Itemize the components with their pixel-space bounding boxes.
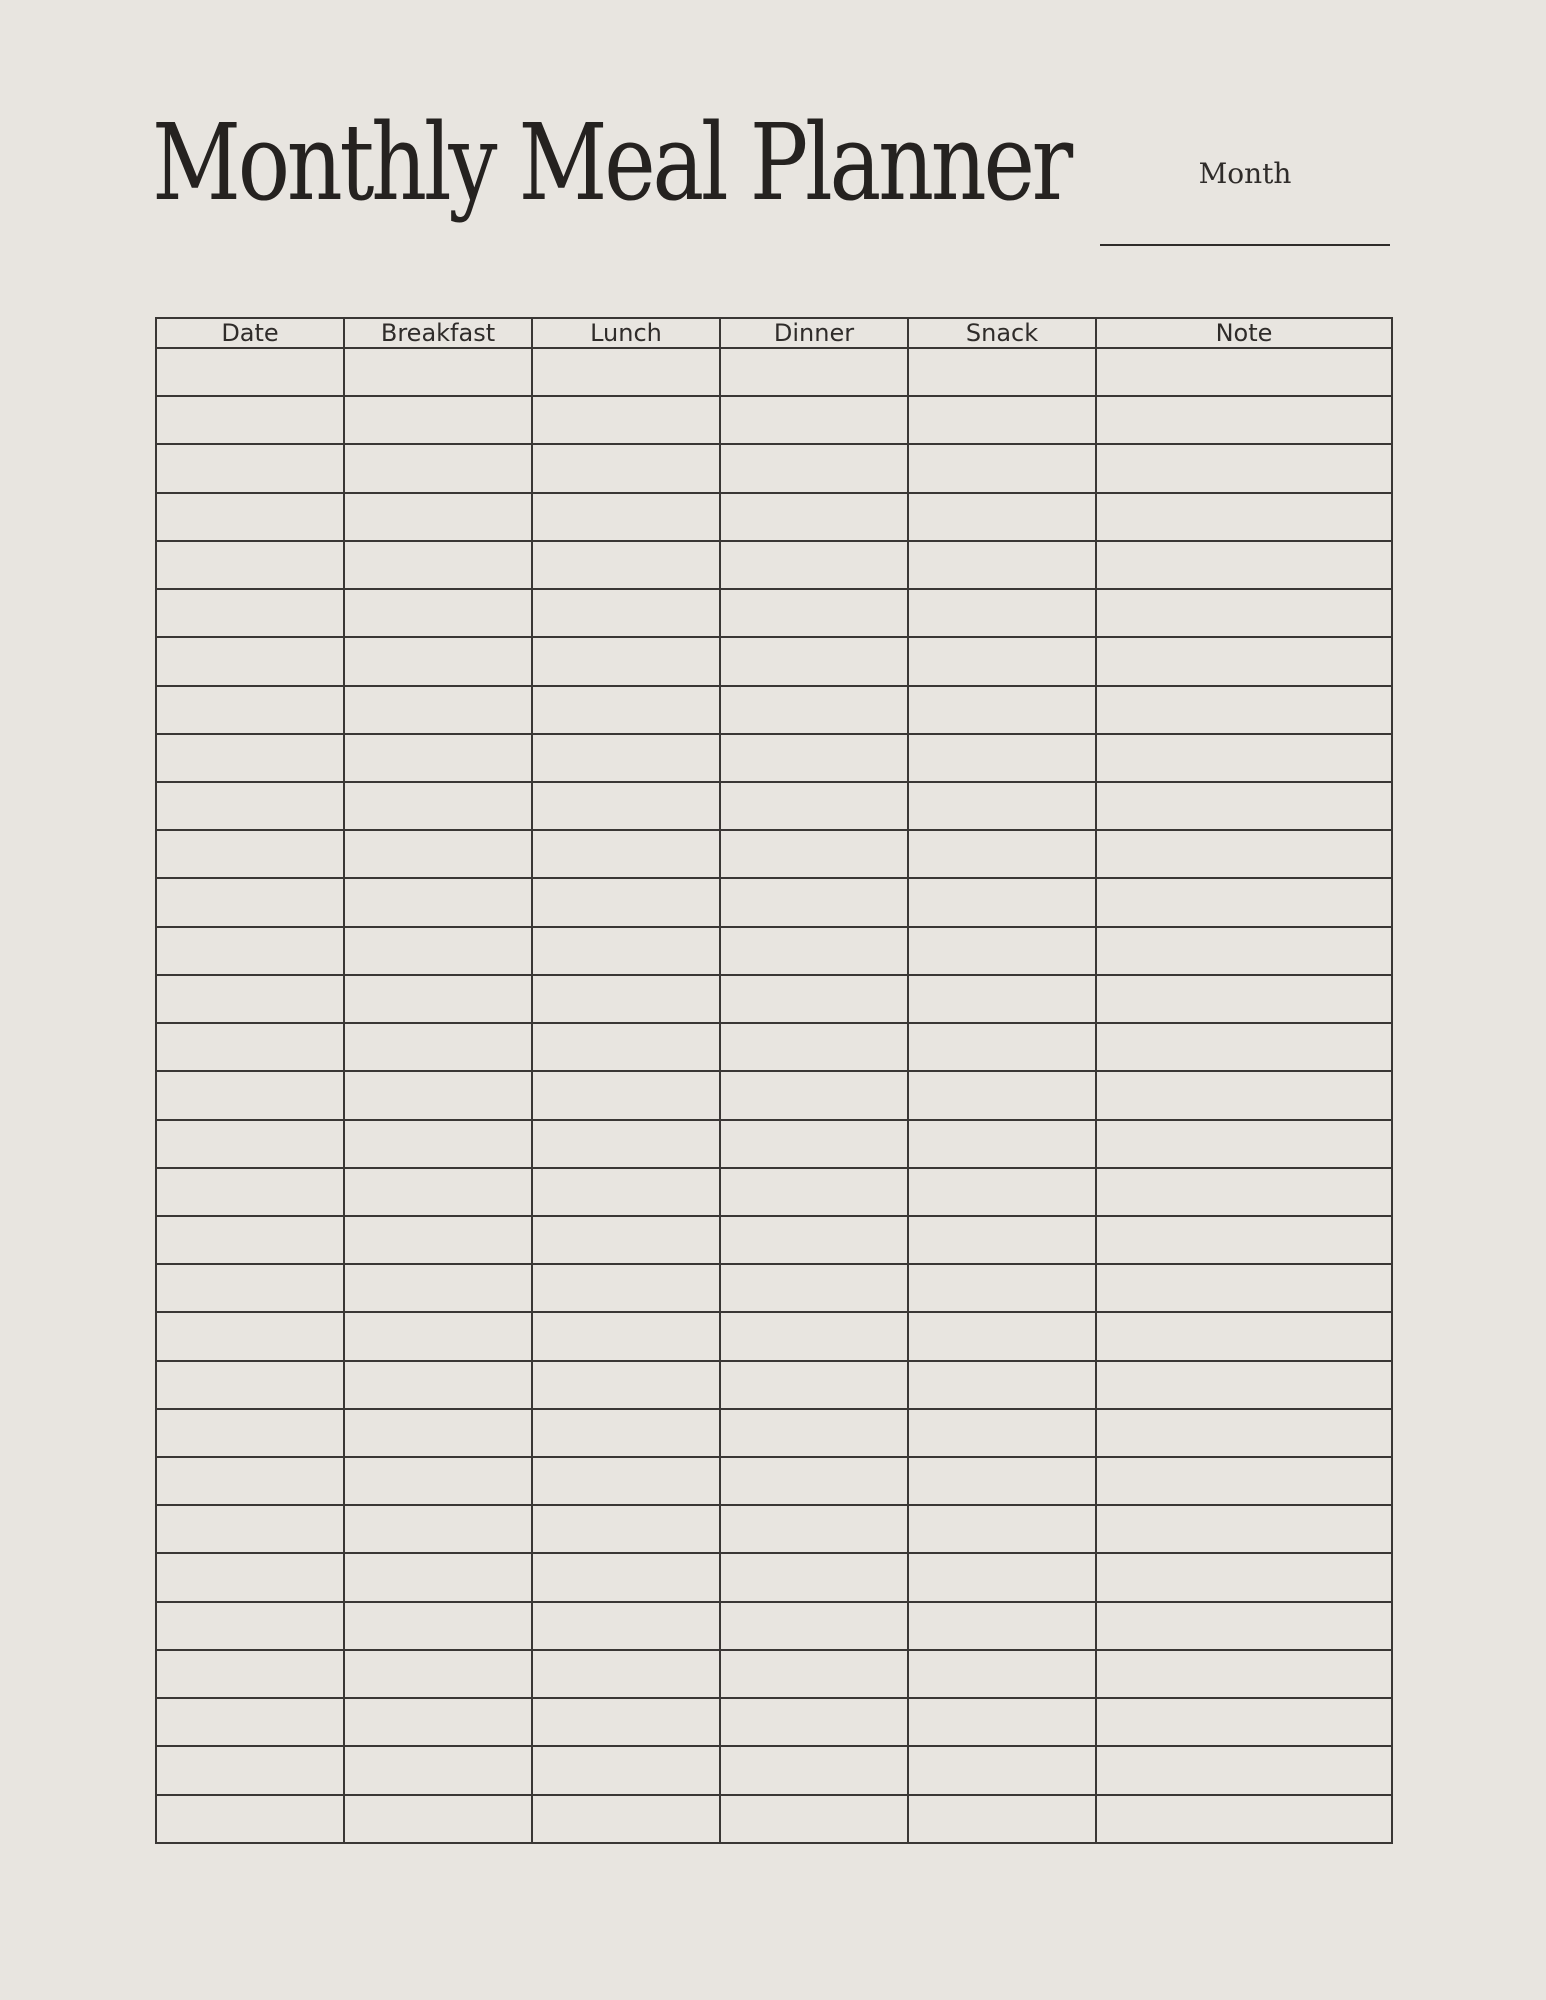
cell-date[interactable] [156,1795,344,1843]
cell-dinner[interactable] [720,1216,908,1264]
cell-note[interactable] [1096,734,1392,782]
cell-breakfast[interactable] [344,1553,532,1601]
cell-snack[interactable] [908,878,1096,926]
cell-dinner[interactable] [720,493,908,541]
column-header-lunch: Lunch [532,318,720,348]
cell-note[interactable] [1096,927,1392,975]
cell-date[interactable] [156,1071,344,1119]
table-row [156,1120,1392,1168]
cell-note[interactable] [1096,1602,1392,1650]
cell-breakfast[interactable] [344,830,532,878]
cell-note[interactable] [1096,1023,1392,1071]
cell-date[interactable] [156,1023,344,1071]
cell-dinner[interactable] [720,1698,908,1746]
cell-dinner[interactable] [720,1264,908,1312]
table-row [156,1505,1392,1553]
cell-note[interactable] [1096,1553,1392,1601]
cell-dinner[interactable] [720,348,908,396]
table-row [156,589,1392,637]
cell-date[interactable] [156,1553,344,1601]
cell-note[interactable] [1096,396,1392,444]
cell-dinner[interactable] [720,396,908,444]
cell-dinner[interactable] [720,1168,908,1216]
cell-lunch[interactable] [532,1505,720,1553]
month-label: Month [1198,157,1292,190]
cell-lunch[interactable] [532,927,720,975]
table-row [156,1650,1392,1698]
cell-lunch[interactable] [532,1071,720,1119]
table-row [156,1553,1392,1601]
cell-snack[interactable] [908,348,1096,396]
cell-note[interactable] [1096,1216,1392,1264]
cell-snack[interactable] [908,589,1096,637]
table-row [156,1457,1392,1505]
cell-snack[interactable] [908,1505,1096,1553]
cell-date[interactable] [156,1168,344,1216]
cell-date[interactable] [156,1120,344,1168]
cell-snack[interactable] [908,541,1096,589]
cell-breakfast[interactable] [344,782,532,830]
table-row [156,493,1392,541]
cell-lunch[interactable] [532,1698,720,1746]
cell-dinner[interactable] [720,830,908,878]
cell-dinner[interactable] [720,734,908,782]
cell-lunch[interactable] [532,686,720,734]
cell-note[interactable] [1096,1168,1392,1216]
cell-dinner[interactable] [720,1505,908,1553]
cell-dinner[interactable] [720,1409,908,1457]
table-row [156,1023,1392,1071]
cell-note[interactable] [1096,975,1392,1023]
table-row [156,348,1392,396]
cell-note[interactable] [1096,878,1392,926]
cell-snack[interactable] [908,444,1096,492]
table-row [156,1602,1392,1650]
cell-snack[interactable] [908,1698,1096,1746]
cell-snack[interactable] [908,1746,1096,1794]
cell-snack[interactable] [908,1457,1096,1505]
cell-date[interactable] [156,348,344,396]
cell-snack[interactable] [908,830,1096,878]
cell-snack[interactable] [908,396,1096,444]
header-row [156,318,1392,348]
table-row [156,637,1392,685]
cell-date[interactable] [156,782,344,830]
table-row [156,1361,1392,1409]
cell-date[interactable] [156,830,344,878]
cell-date[interactable] [156,444,344,492]
cell-dinner[interactable] [720,927,908,975]
cell-dinner[interactable] [720,589,908,637]
table-row [156,541,1392,589]
table-row [156,444,1392,492]
cell-date[interactable] [156,1746,344,1794]
cell-note[interactable] [1096,541,1392,589]
table-row [156,1264,1392,1312]
table-row [156,782,1392,830]
cell-breakfast[interactable] [344,493,532,541]
cell-snack[interactable] [908,1312,1096,1360]
cell-dinner[interactable] [720,1795,908,1843]
cell-snack[interactable] [908,1602,1096,1650]
cell-note[interactable] [1096,1312,1392,1360]
cell-dinner[interactable] [720,1312,908,1360]
cell-lunch[interactable] [532,1746,720,1794]
cell-lunch[interactable] [532,1168,720,1216]
cell-note[interactable] [1096,1746,1392,1794]
cell-breakfast[interactable] [344,1168,532,1216]
cell-lunch[interactable] [532,541,720,589]
table-row [156,1168,1392,1216]
column-header-dinner: Dinner [720,318,908,348]
cell-date[interactable] [156,1457,344,1505]
cell-snack[interactable] [908,1216,1096,1264]
table-row [156,927,1392,975]
cell-snack[interactable] [908,686,1096,734]
cell-lunch[interactable] [532,589,720,637]
cell-snack[interactable] [908,1361,1096,1409]
cell-breakfast[interactable] [344,396,532,444]
cell-date[interactable] [156,396,344,444]
table-row [156,975,1392,1023]
cell-date[interactable] [156,878,344,926]
cell-snack[interactable] [908,975,1096,1023]
cell-breakfast[interactable] [344,1602,532,1650]
cell-lunch[interactable] [532,1264,720,1312]
cell-breakfast[interactable] [344,734,532,782]
cell-breakfast[interactable] [344,1795,532,1843]
cell-date[interactable] [156,927,344,975]
cell-dinner[interactable] [720,1361,908,1409]
cell-lunch[interactable] [532,1120,720,1168]
cell-lunch[interactable] [532,782,720,830]
cell-lunch[interactable] [532,637,720,685]
cell-lunch[interactable] [532,1023,720,1071]
cell-snack[interactable] [908,1795,1096,1843]
cell-dinner[interactable] [720,1071,908,1119]
cell-note[interactable] [1096,348,1392,396]
cell-snack[interactable] [908,493,1096,541]
table-row [156,1071,1392,1119]
cell-lunch[interactable] [532,1795,720,1843]
cell-breakfast[interactable] [344,1071,532,1119]
table-row [156,1698,1392,1746]
cell-snack[interactable] [908,1168,1096,1216]
cell-note[interactable] [1096,1505,1392,1553]
table-row [156,396,1392,444]
cell-lunch[interactable] [532,1409,720,1457]
cell-date[interactable] [156,589,344,637]
cell-note[interactable] [1096,637,1392,685]
cell-date[interactable] [156,1650,344,1698]
cell-dinner[interactable] [720,637,908,685]
table-row [156,1795,1392,1843]
cell-breakfast[interactable] [344,1312,532,1360]
cell-note[interactable] [1096,1409,1392,1457]
cell-lunch[interactable] [532,1602,720,1650]
cell-note[interactable] [1096,1264,1392,1312]
cell-dinner[interactable] [720,541,908,589]
cell-breakfast[interactable] [344,444,532,492]
cell-snack[interactable] [908,1120,1096,1168]
cell-snack[interactable] [908,1264,1096,1312]
cell-lunch[interactable] [532,348,720,396]
cell-date[interactable] [156,1602,344,1650]
cell-dinner[interactable] [720,686,908,734]
cell-breakfast[interactable] [344,1457,532,1505]
cell-dinner[interactable] [720,1553,908,1601]
cell-note[interactable] [1096,1698,1392,1746]
cell-lunch[interactable] [532,1553,720,1601]
cell-date[interactable] [156,686,344,734]
cell-snack[interactable] [908,927,1096,975]
cell-dinner[interactable] [720,1650,908,1698]
cell-dinner[interactable] [720,444,908,492]
cell-snack[interactable] [908,734,1096,782]
cell-dinner[interactable] [720,1457,908,1505]
cell-note[interactable] [1096,1795,1392,1843]
cell-breakfast[interactable] [344,686,532,734]
cell-lunch[interactable] [532,1361,720,1409]
cell-breakfast[interactable] [344,975,532,1023]
cell-note[interactable] [1096,686,1392,734]
cell-breakfast[interactable] [344,1120,532,1168]
cell-note[interactable] [1096,1361,1392,1409]
cell-date[interactable] [156,1505,344,1553]
cell-breakfast[interactable] [344,1216,532,1264]
cell-snack[interactable] [908,1409,1096,1457]
table-row [156,1746,1392,1794]
cell-breakfast[interactable] [344,1023,532,1071]
column-header-date: Date [156,318,344,348]
month-input-line[interactable] [1100,244,1390,246]
cell-breakfast[interactable] [344,1361,532,1409]
cell-dinner[interactable] [720,975,908,1023]
cell-dinner[interactable] [720,1120,908,1168]
cell-note[interactable] [1096,444,1392,492]
cell-lunch[interactable] [532,830,720,878]
cell-lunch[interactable] [532,878,720,926]
cell-note[interactable] [1096,1457,1392,1505]
column-header-breakfast: Breakfast [344,318,532,348]
cell-note[interactable] [1096,493,1392,541]
cell-lunch[interactable] [532,444,720,492]
cell-snack[interactable] [908,1650,1096,1698]
cell-date[interactable] [156,1264,344,1312]
cell-breakfast[interactable] [344,878,532,926]
cell-breakfast[interactable] [344,1264,532,1312]
table-row [156,878,1392,926]
meal-planner-table [155,317,1393,1844]
cell-breakfast[interactable] [344,927,532,975]
cell-snack[interactable] [908,1023,1096,1071]
cell-lunch[interactable] [532,493,720,541]
cell-date[interactable] [156,1361,344,1409]
table-row [156,830,1392,878]
table-row [156,1312,1392,1360]
cell-dinner[interactable] [720,1746,908,1794]
cell-breakfast[interactable] [344,1409,532,1457]
cell-note[interactable] [1096,1120,1392,1168]
cell-date[interactable] [156,1312,344,1360]
cell-breakfast[interactable] [344,348,532,396]
cell-lunch[interactable] [532,1457,720,1505]
cell-lunch[interactable] [532,1650,720,1698]
cell-date[interactable] [156,637,344,685]
cell-lunch[interactable] [532,396,720,444]
cell-lunch[interactable] [532,1312,720,1360]
cell-dinner[interactable] [720,782,908,830]
cell-breakfast[interactable] [344,1505,532,1553]
cell-note[interactable] [1096,782,1392,830]
cell-dinner[interactable] [720,1023,908,1071]
cell-date[interactable] [156,493,344,541]
table-row [156,1216,1392,1264]
table-row [156,734,1392,782]
cell-dinner[interactable] [720,1602,908,1650]
cell-lunch[interactable] [532,1216,720,1264]
cell-note[interactable] [1096,589,1392,637]
cell-breakfast[interactable] [344,1650,532,1698]
cell-note[interactable] [1096,1650,1392,1698]
cell-breakfast[interactable] [344,1698,532,1746]
cell-snack[interactable] [908,782,1096,830]
cell-lunch[interactable] [532,734,720,782]
cell-note[interactable] [1096,830,1392,878]
cell-breakfast[interactable] [344,1746,532,1794]
cell-breakfast[interactable] [344,541,532,589]
cell-date[interactable] [156,975,344,1023]
column-header-note: Note [1096,318,1392,348]
cell-date[interactable] [156,734,344,782]
cell-snack[interactable] [908,637,1096,685]
cell-date[interactable] [156,541,344,589]
page-title: Monthly Meal Planner [152,101,1070,224]
cell-breakfast[interactable] [344,637,532,685]
cell-snack[interactable] [908,1071,1096,1119]
cell-date[interactable] [156,1698,344,1746]
column-header-snack: Snack [908,318,1096,348]
table-row [156,1409,1392,1457]
cell-note[interactable] [1096,1071,1392,1119]
table-row [156,686,1392,734]
planner-body [156,348,1392,1843]
cell-date[interactable] [156,1409,344,1457]
cell-date[interactable] [156,1216,344,1264]
cell-dinner[interactable] [720,878,908,926]
cell-lunch[interactable] [532,975,720,1023]
cell-snack[interactable] [908,1553,1096,1601]
cell-breakfast[interactable] [344,589,532,637]
